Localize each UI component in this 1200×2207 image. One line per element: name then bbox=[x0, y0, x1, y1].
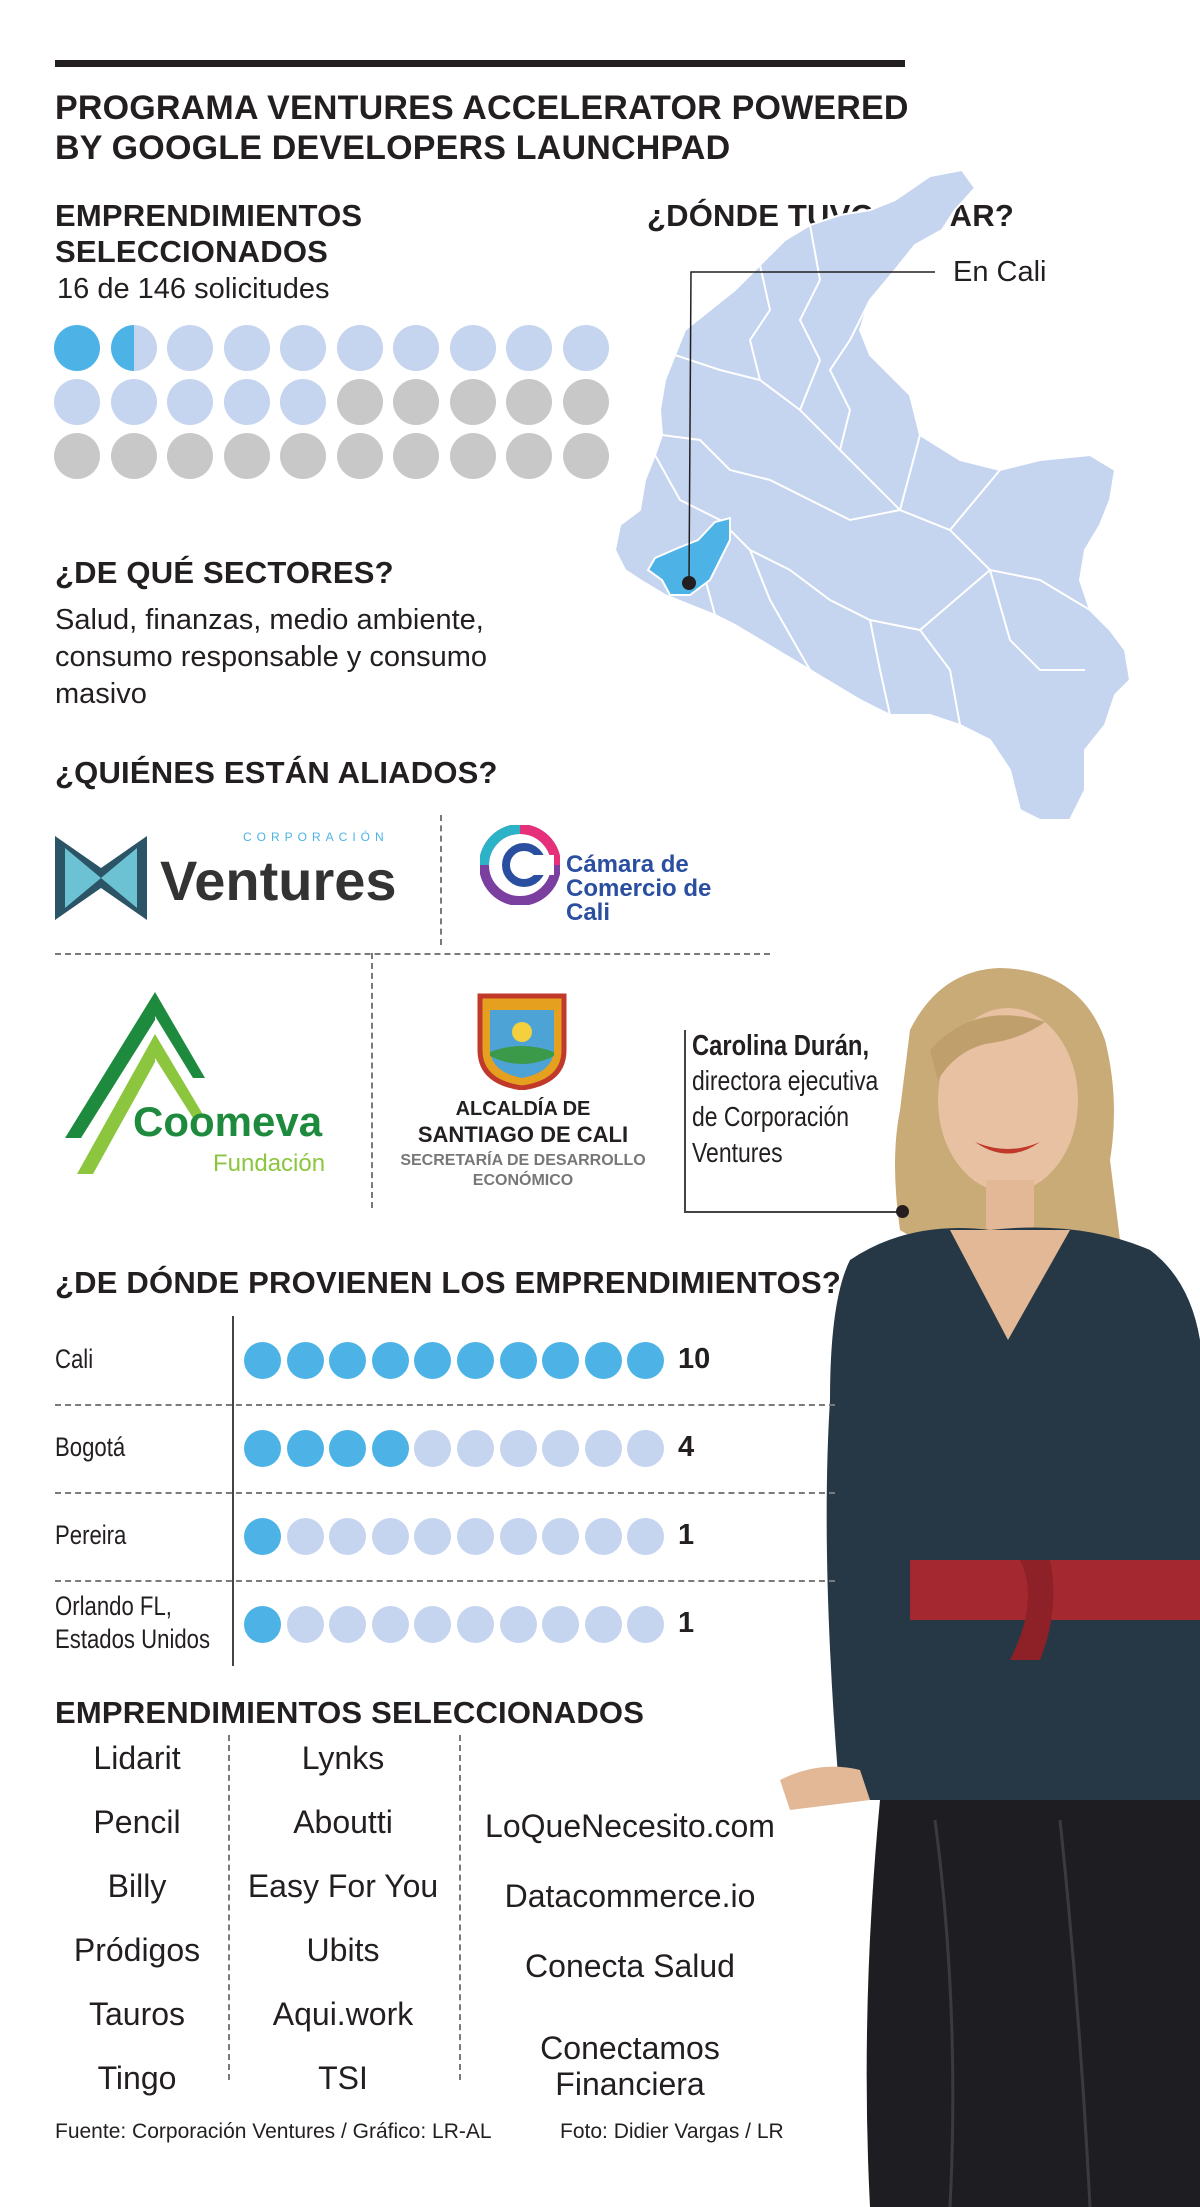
origin-dot bbox=[457, 1518, 494, 1555]
origin-dot bbox=[372, 1606, 409, 1643]
selection-dot bbox=[280, 325, 326, 371]
startup-name: Datacommerce.io bbox=[504, 1878, 756, 1914]
camara-logo-icon bbox=[480, 825, 560, 905]
startup-name: Conectamos bbox=[540, 2030, 720, 2066]
origin-count: 1 bbox=[678, 1519, 695, 1551]
startup-name: Pródigos bbox=[73, 1932, 201, 1968]
origin-dot bbox=[542, 1430, 579, 1467]
origin-dot bbox=[627, 1606, 664, 1643]
selection-dot bbox=[54, 433, 100, 479]
startup-name: LoQueNecesito.com bbox=[485, 1808, 775, 1844]
alcaldia-shield-icon bbox=[472, 990, 572, 1090]
startup-name: Aboutti bbox=[293, 1804, 393, 1840]
origin-dot bbox=[244, 1606, 281, 1643]
origin-dot bbox=[457, 1430, 494, 1467]
origin-dot bbox=[244, 1518, 281, 1555]
origin-city-label bbox=[55, 1590, 210, 1656]
ventures-logo-small: CORPORACIÓN bbox=[243, 830, 389, 844]
origin-dot bbox=[542, 1342, 579, 1379]
caption-line3: Ventures bbox=[692, 1137, 783, 1168]
camara-line3: Cali bbox=[566, 899, 611, 926]
source-credit: Fuente: Corporación Ventures / Gráfico: LR-AL bbox=[55, 2120, 492, 2143]
origin-dot bbox=[372, 1518, 409, 1555]
origin-dot bbox=[372, 1430, 409, 1467]
selection-dot bbox=[111, 379, 157, 425]
origin-dot bbox=[329, 1518, 366, 1555]
origin-city-label: Bogotá bbox=[55, 1432, 126, 1462]
page-title: PROGRAMA VENTURES ACCELERATOR POWERED BY GOOGLE DEVELOPERS LAUNCHPAD bbox=[55, 89, 909, 167]
selection-dot bbox=[54, 325, 100, 371]
selection-dot bbox=[224, 325, 270, 371]
origin-dot bbox=[244, 1430, 281, 1467]
alcaldia-cali-logo bbox=[388, 990, 658, 1200]
allies-heading: ¿QUIÉNES ESTÁN ALIADOS? bbox=[55, 755, 498, 790]
allies-divider-v1 bbox=[440, 815, 442, 945]
selection-dot bbox=[393, 433, 439, 479]
caption-line-v bbox=[684, 1030, 686, 1212]
selection-dot bbox=[450, 325, 496, 371]
selection-dot bbox=[167, 325, 213, 371]
origin-dot bbox=[627, 1518, 664, 1555]
origin-dot bbox=[627, 1430, 664, 1467]
origin-dot bbox=[414, 1518, 451, 1555]
startup-name: Easy For You bbox=[247, 1868, 439, 1904]
allies-divider-h bbox=[55, 953, 770, 955]
camara-line1: Cámara de bbox=[566, 851, 689, 878]
origin-city-line: Estados Unidos bbox=[55, 1624, 211, 1654]
origin-count: 10 bbox=[678, 1343, 711, 1375]
ventures-logo bbox=[55, 830, 415, 940]
origin-dot bbox=[457, 1342, 494, 1379]
startup-name: Conecta Salud bbox=[525, 1948, 735, 1984]
origin-dot bbox=[500, 1342, 537, 1379]
selection-dot bbox=[337, 379, 383, 425]
startup-name: Ubits bbox=[306, 1932, 380, 1968]
startups-heading: EMPRENDIMIENTOS SELECCIONADOS bbox=[55, 1695, 645, 1730]
origin-dot bbox=[287, 1430, 324, 1467]
ventures-logo-icon bbox=[55, 836, 147, 920]
origin-dot bbox=[500, 1518, 537, 1555]
selected-subtitle: 16 de 146 solicitudes bbox=[57, 273, 330, 305]
ventures-logo-text: Ventures bbox=[160, 849, 397, 912]
caption-line-h bbox=[684, 1211, 902, 1213]
origin-dot bbox=[414, 1606, 451, 1643]
origin-city-line: Orlando FL, bbox=[55, 1591, 172, 1621]
origin-dot bbox=[287, 1606, 324, 1643]
selection-dot bbox=[393, 325, 439, 371]
alcaldia-line1: ALCALDÍA DE bbox=[455, 1098, 591, 1120]
origin-count: 1 bbox=[678, 1607, 695, 1639]
selection-dot bbox=[337, 433, 383, 479]
origin-dot bbox=[542, 1606, 579, 1643]
origin-dot bbox=[329, 1606, 366, 1643]
origin-dot bbox=[414, 1342, 451, 1379]
photo-caption bbox=[692, 1030, 892, 1171]
selection-dot bbox=[280, 379, 326, 425]
selection-dot bbox=[450, 379, 496, 425]
selection-dot bbox=[111, 325, 157, 371]
selection-dot bbox=[224, 379, 270, 425]
selection-dot bbox=[54, 379, 100, 425]
origin-dot bbox=[372, 1342, 409, 1379]
top-rule bbox=[55, 60, 905, 67]
sectors-heading: ¿DE QUÉ SECTORES? bbox=[55, 555, 394, 590]
camara-comercio-logo bbox=[480, 825, 750, 935]
origin-dot bbox=[414, 1430, 451, 1467]
selection-dot bbox=[111, 433, 157, 479]
origin-dot bbox=[287, 1342, 324, 1379]
selection-dot bbox=[506, 325, 552, 371]
origin-dot bbox=[500, 1430, 537, 1467]
caption-name: Carolina Durán, bbox=[692, 1030, 870, 1062]
origin-dot bbox=[287, 1518, 324, 1555]
selection-dot bbox=[506, 433, 552, 479]
selected-dot-grid bbox=[54, 325, 624, 485]
startups-list bbox=[0, 1740, 800, 2100]
origin-dot bbox=[585, 1430, 622, 1467]
origin-row-divider bbox=[55, 1404, 835, 1406]
origin-row-divider bbox=[55, 1492, 835, 1494]
selection-dot bbox=[450, 433, 496, 479]
origin-count: 4 bbox=[678, 1431, 695, 1463]
alcaldia-line4: ECONÓMICO bbox=[472, 1172, 574, 1189]
origin-city-label: Cali bbox=[55, 1344, 94, 1374]
where-heading: ¿DÓNDE TUVO LUGAR? bbox=[647, 198, 1014, 233]
caption-line2: de Corporación bbox=[692, 1101, 849, 1132]
selection-dot bbox=[167, 379, 213, 425]
alcaldia-line3: SECRETARÍA DE DESARROLLO bbox=[400, 1152, 646, 1169]
origin-dot bbox=[457, 1606, 494, 1643]
alcaldia-line2: SANTIAGO DE CALI bbox=[417, 1122, 629, 1147]
origin-dot bbox=[500, 1606, 537, 1643]
selection-dot bbox=[337, 325, 383, 371]
startup-name: Pencil bbox=[93, 1804, 181, 1840]
origin-dot bbox=[627, 1342, 664, 1379]
startup-name: Tingo bbox=[97, 2060, 177, 2096]
selection-dot bbox=[393, 379, 439, 425]
origins-chart bbox=[0, 1316, 900, 1666]
origin-dot bbox=[542, 1518, 579, 1555]
cali-label: En Cali bbox=[953, 256, 1047, 288]
photo-credit: Foto: Didier Vargas / LR bbox=[560, 2120, 784, 2143]
allies-divider-v2 bbox=[371, 953, 373, 1208]
selected-heading: EMPRENDIMIENTOS SELECCIONADOS bbox=[55, 198, 363, 269]
origin-dot bbox=[244, 1342, 281, 1379]
coomeva-sub: Fundación bbox=[213, 1150, 326, 1177]
origin-dot bbox=[329, 1430, 366, 1467]
startup-name: Lidarit bbox=[93, 1740, 181, 1776]
camara-line2: Comercio de bbox=[566, 875, 712, 902]
startup-name: Tauros bbox=[88, 1996, 186, 2032]
sectors-text: Salud, finanzas, medio ambiente, consumo responsable y consumo masivo bbox=[55, 604, 488, 710]
colombia-map-shape bbox=[615, 170, 1130, 820]
origin-dot bbox=[329, 1342, 366, 1379]
startup-name: TSI bbox=[318, 2060, 368, 2096]
startup-name: Billy bbox=[107, 1868, 167, 1904]
startup-name: Lynks bbox=[301, 1740, 385, 1776]
origin-row-divider bbox=[55, 1580, 835, 1582]
startup-name: Aqui.work bbox=[272, 1996, 414, 2032]
origin-dot bbox=[585, 1342, 622, 1379]
caption-marker bbox=[896, 1205, 909, 1218]
coomeva-logo bbox=[55, 988, 345, 1193]
caption-line1: directora ejecutiva bbox=[692, 1065, 879, 1096]
startup-name: Financiera bbox=[555, 2066, 705, 2102]
origin-city-label: Pereira bbox=[55, 1520, 127, 1550]
selection-dot bbox=[280, 433, 326, 479]
origin-dot bbox=[585, 1518, 622, 1555]
selection-dot bbox=[506, 379, 552, 425]
selection-dot bbox=[224, 433, 270, 479]
selection-dot bbox=[167, 433, 213, 479]
coomeva-name: Coomeva bbox=[133, 1098, 323, 1145]
origins-heading: ¿DE DÓNDE PROVIENEN LOS EMPRENDIMIENTOS? bbox=[55, 1265, 841, 1300]
origin-dot bbox=[585, 1606, 622, 1643]
